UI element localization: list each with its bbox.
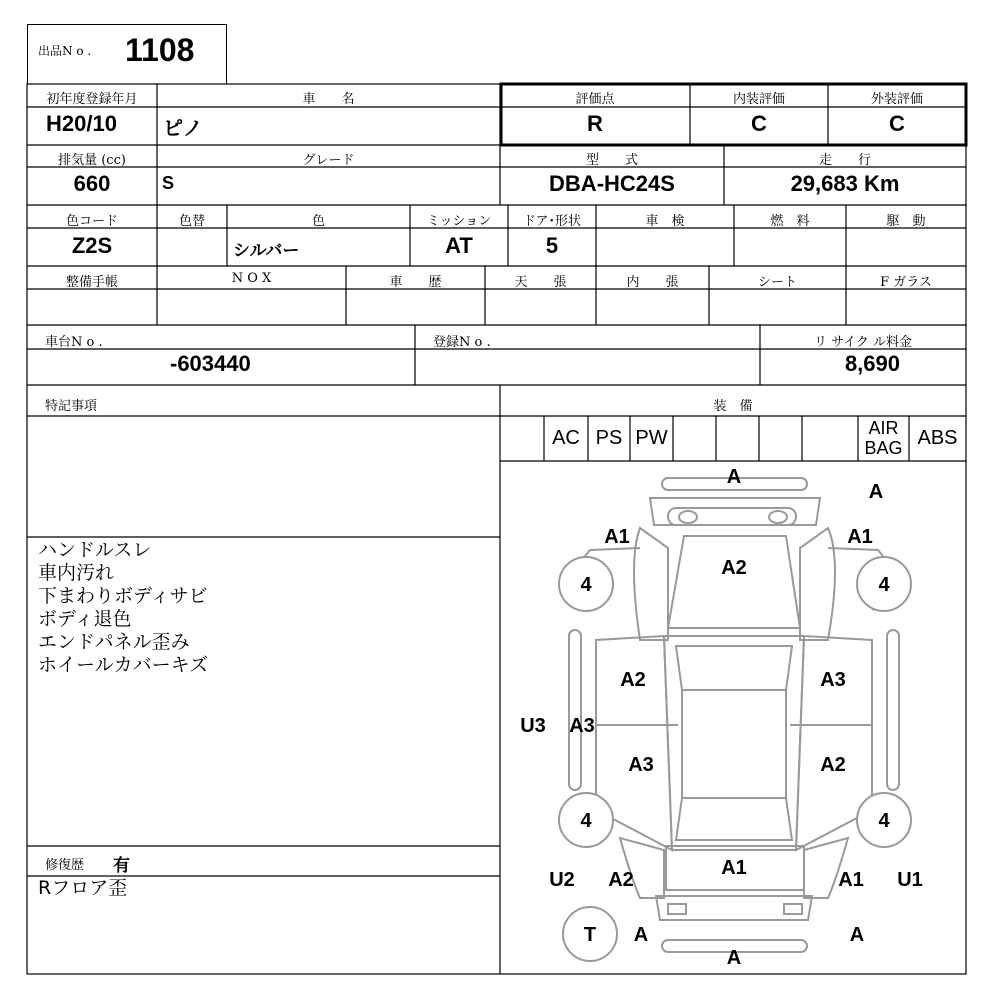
mark-left-fender: A1 xyxy=(604,526,630,548)
chassis-label: 車台N o . xyxy=(45,335,103,350)
mark-right-front-door: A3 xyxy=(820,669,846,691)
nox-label: N O X xyxy=(231,271,272,286)
mark-right-fender: A1 xyxy=(847,526,873,548)
notes-list xyxy=(38,539,208,677)
note-line: 車内汚れ xyxy=(38,562,115,584)
grade-value: S xyxy=(162,173,175,193)
history-label: 車 歴 xyxy=(389,275,442,290)
note-line: ボディ退色 xyxy=(38,608,132,630)
car-name-label: 車 名 xyxy=(302,92,355,107)
notes-label: 特記事項 xyxy=(45,399,98,414)
door-value: 5 xyxy=(545,233,559,258)
mileage-label: 走 行 xyxy=(818,153,871,168)
mark-rear-bumper: A xyxy=(726,947,742,969)
score-value: R xyxy=(587,111,603,136)
model-label: 型 式 xyxy=(585,153,638,168)
exterior-label: 外装評価 xyxy=(870,92,923,107)
first-reg-label: 初年度登録年月 xyxy=(46,92,138,107)
equipment-slot xyxy=(500,416,544,461)
color-change-label: 色替 xyxy=(178,214,205,229)
mark-left-rear-tire: 4 xyxy=(580,810,592,832)
mark-right-rear-door: A2 xyxy=(820,754,846,776)
chassis-value: -603440 xyxy=(170,351,251,376)
grade-label: グレード xyxy=(302,153,355,168)
mark-front-right-corner: A xyxy=(868,481,884,503)
note-line: エンドパネル歪み xyxy=(38,631,190,653)
lot-number: 1108 xyxy=(125,32,195,68)
interior-label: 内装評価 xyxy=(732,92,785,107)
note-line: 下まわりボディサビ xyxy=(38,585,208,607)
lot-label: 出品N o . xyxy=(38,44,92,58)
car-name-value: ピノ xyxy=(163,116,203,140)
mark-left-rear-quarter-u: U2 xyxy=(549,869,575,891)
mark-right-rear-quarter-u: U1 xyxy=(897,869,923,891)
car-diagram xyxy=(500,461,966,974)
interior-value: C xyxy=(751,111,767,136)
mission-value: AT xyxy=(445,233,473,258)
recycle-label: リ サイク ル料金 xyxy=(813,335,913,350)
mark-right-rear-quarter: A1 xyxy=(838,869,864,891)
tires xyxy=(559,557,911,961)
mark-left-front-tire: 4 xyxy=(580,574,592,596)
note-line: ホイールカバーキズ xyxy=(38,654,209,676)
score-label: 評価点 xyxy=(575,92,615,107)
door-label: ドア･形状 xyxy=(522,214,582,229)
color-label: 色 xyxy=(311,214,325,229)
mark-left-pillar: A3 xyxy=(569,715,595,737)
equipment-ac: AC xyxy=(552,427,580,449)
equipment-label: 装 備 xyxy=(713,399,753,414)
maintenance-label: 整備手帳 xyxy=(65,275,118,290)
lining-label: 内 張 xyxy=(626,275,679,290)
sunroof-label: 天 張 xyxy=(514,275,567,290)
mark-roof-rear: A1 xyxy=(721,857,747,879)
mark-left-rear-quarter: A2 xyxy=(608,869,634,891)
mark-front-bumper: A xyxy=(726,466,742,488)
repair-value: 有 xyxy=(113,856,130,876)
equipment-ps: PS xyxy=(595,427,623,449)
color-code-value: Z2S xyxy=(71,233,113,258)
equipment-airbag: AIR BAG xyxy=(864,418,903,458)
mark-rear-right: A xyxy=(849,924,865,946)
reg-no-label: 登録N o . xyxy=(433,335,491,350)
damage-marks xyxy=(520,466,923,969)
note-line: ハンドルスレ xyxy=(38,539,152,561)
model-value: DBA-HC24S xyxy=(549,171,675,196)
seat-label: シート xyxy=(757,275,797,290)
fuel-label: 燃 料 xyxy=(770,214,810,229)
equipment-pw: PW xyxy=(635,427,668,449)
repair-text: Rフロア歪 xyxy=(38,877,128,899)
mark-left-front-door: A2 xyxy=(620,669,646,691)
displacement-value: 660 xyxy=(73,171,111,196)
recycle-value: 8,690 xyxy=(844,351,900,376)
mark-right-front-tire: 4 xyxy=(878,574,890,596)
mark-right-rear-tire: 4 xyxy=(878,810,890,832)
mission-label: ミッション xyxy=(426,214,492,229)
inspection-label: 車 検 xyxy=(645,214,685,229)
mark-left-sill: U3 xyxy=(520,715,546,737)
repair-label: 修復歴 xyxy=(45,858,85,873)
mark-rear-left: A xyxy=(633,924,649,946)
displacement-label: 排気量 (cc) xyxy=(58,153,126,168)
mark-spare-tire: T xyxy=(583,924,597,946)
fglass-label: F ガラス xyxy=(880,275,932,290)
exterior-value: C xyxy=(889,111,905,136)
drive-label: 駆 動 xyxy=(886,214,926,229)
mark-left-rear-door: A3 xyxy=(628,754,654,776)
color-value: シルバー xyxy=(233,241,300,261)
color-code-label: 色コード xyxy=(65,214,118,229)
mileage-value: 29,683 Km xyxy=(790,171,900,196)
mark-hood: A2 xyxy=(721,557,747,579)
equipment-abs: ABS xyxy=(917,427,958,449)
first-reg-value: H20/10 xyxy=(46,111,117,136)
